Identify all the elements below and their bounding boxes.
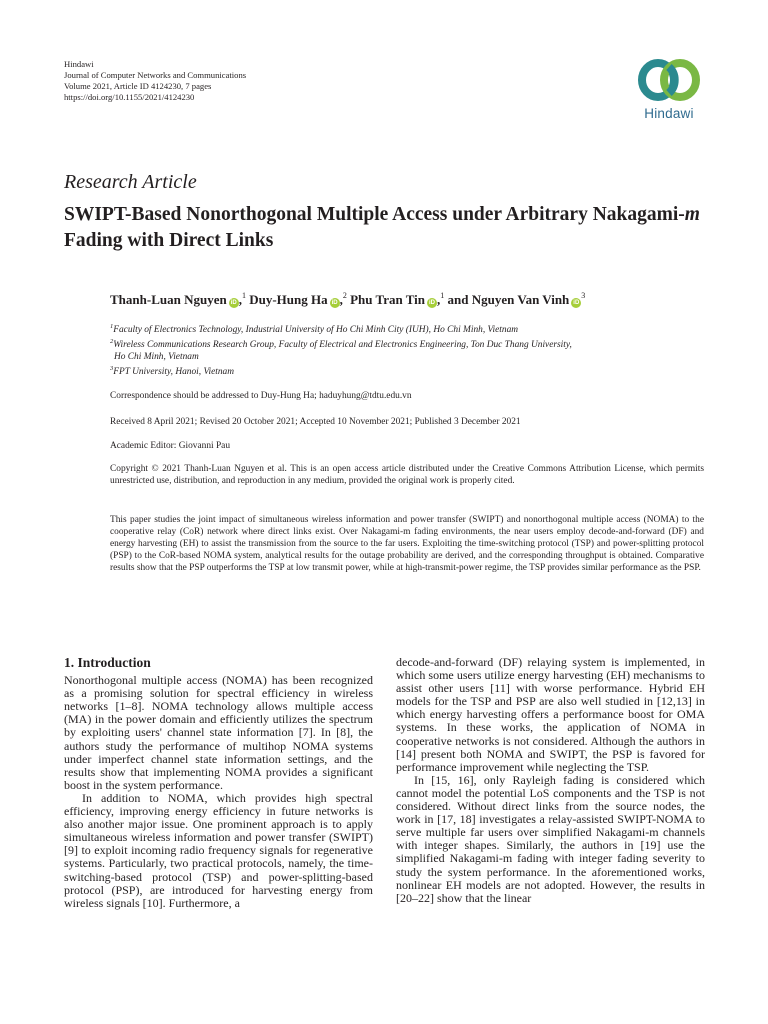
affiliation-text: Ho Chi Minh, Vietnam [114,352,199,363]
affiliations [110,321,710,378]
hindawi-logo-icon [628,56,710,106]
affiliation-text: Faculty of Electronics Technology, Industrial University of Ho Chi Minh City (IUH), Ho Chi Minh, Vietnam [113,325,519,336]
journal-name: Journal of Computer Networks and Communications [64,70,247,80]
orcid-icon[interactable]: iD [573,300,580,306]
academic-editor: Academic Editor: Giovanni Pau [110,441,231,451]
orcid-icon[interactable]: iD [230,300,237,306]
publisher-name: Hindawi [64,59,94,69]
author-name[interactable]: Duy-Hung Ha [249,292,328,307]
author-name[interactable]: Phu Tran Tin [350,292,426,307]
paragraph: In addition to NOMA, which provides high spectral efficiency, improving energy efficiency in future networks is also another major issue. One prominent approach is to apply simultaneous wireless information and power transfer (SWIPT) [9] to exploit incoming radio frequency signals for regenerative systems. Particularly, two practical protocols, namely, the time-switching-based protocol (TSP) and power-splitting-based protocol (PSP), are introduced for harvesting energy from wireless signals [10]. Furthermore, a [64,790,373,910]
section-heading: 1. Introduction [64,655,151,670]
affiliation-line [110,336,710,351]
orcid-icon[interactable]: iD [331,300,338,306]
body-column-right [396,656,705,905]
correspondence: Correspondence should be addressed to Duy-Hung Ha; haduyhung@tdtu.edu.vn [110,391,412,401]
abstract: This paper studies the joint impact of simultaneous wireless information and power transfer (SWIPT) and nonorthogonal multiple access (NOMA) to the cooperative relay (CoR) network where direct links exist. Over Nakagami-m fading environments, the near users employ decode-and-forward (DF) and energy harvesting (EH) to assist the transmission from the source to the far users. Exploiting the time-switching protocol (TSP) and power-splitting protocol (PSP) to the CoR-based NOMA system, analytical results for the outage probability are derived, and the corresponding throughput is obtained. Comparative results show that the PSP outperforms the TSP at low transmit power, while at high-transmit-power regime, the TSP provides similar performance as the PSP. [110,515,704,573]
paragraph: decode-and-forward (DF) relaying system is implemented, in which some users utilize energy harvesting (EH) mechanisms to assist other users [11] with worse performance. Hybrid EH models for the TSP and PSP are also well studied in [12,13] in which energy harvesting offers a performance boost for OMA systems. In these works, the application of NOMA in cooperative networks is not considered. Although the authors in [14] present both NOMA and SWIPT, the PSP is favored for performance improvement while neglecting the TSP. [396,655,705,774]
affiliation-line [110,321,710,336]
affiliation-marker: 3 [110,365,114,373]
doi-link[interactable]: https://doi.org/10.1155/2021/4124230 [64,92,195,102]
affiliation-marker: 1 [110,323,114,330]
author-name[interactable]: Thanh-Luan Nguyen [110,292,227,307]
author-affiliation-marker: 1 [241,291,246,300]
hindawi-logo [628,56,710,136]
hindawi-logo-text: Hindawi [644,106,694,121]
author-affiliation-marker: 3 [581,291,586,300]
author-conjunction: and [447,292,469,307]
affiliation-marker: 2 [110,338,114,346]
body-column-left [64,656,373,910]
author-affiliation-marker: 1 [440,291,445,300]
copyright-notice: Copyright © 2021 Thanh-Luan Nguyen et al. This is an open access article distributed under the Creative Commons Attribution License, which permits unrestricted use, distribution, and reproduction in any medium, provided the original work is properly cited. [110,464,704,486]
author-list: Thanh-Luan Nguyen iD ,$^1$ Duy-Hung Ha iD ,$^2$ Phu Tran Tin iD ,$^1$ and Nguyen Van Vinh $iD^3$ [110,291,586,307]
orcid-icon[interactable]: iD [429,300,436,306]
affiliation-text: Wireless Communications Research Group, Faculty of Electrical and Electronics Engineering, Ton Duc Thang University, [113,340,572,351]
affiliation-text: FPT University, Hanoi, Vietnam [113,367,234,378]
volume-info: Volume 2021, Article ID 4124230, 7 pages [64,81,212,91]
journal-metadata [64,59,246,103]
article-type: Research Article [64,171,197,193]
author-affiliation-marker: 2 [342,291,347,300]
paragraph: In [15, 16], only Rayleigh fading is considered which cannot model the potential LoS components and the TSP is not considered. Without direct links from the source nodes, the work in [17, 18] investigates a relay-assisted SWIPT-NOMA to serve multiple far users over simplified Nakagami-m channels with integer shapes. Similarly, the authors in [19] use the simplified Nakagami-m fading with integer fading severity to study the system performance. In the aforementioned works, nonlinear EH models are not adopted. However, the results in [20–22] show that the linear [396,772,705,905]
affiliation-line [110,351,710,363]
article-title [64,202,704,254]
affiliation-line [110,363,710,378]
paragraph: Nonorthogonal multiple access (NOMA) has been recognized as a promising solution for spectral efficiency in wireless networks [1–8]. NOMA technology allows multiple access (MA) in the power domain and efficiently utilizes the spectrum by exploiting users' channel state information [7]. In [8], the authors study the performance of multihop NOMA systems under imperfect channel state information settings, and the results show that implementing NOMA provides a significant boost in the system performance. [64,673,373,792]
publication-dates: Received 8 April 2021; Revised 20 October 2021; Accepted 10 November 2021; Published 3 December 2021 [110,417,521,427]
author-name[interactable]: Nguyen Van Vinh [471,292,570,307]
title-text: SWIPT-Based Nonorthogonal Multiple Access under Arbitrary Nakagami-m Fading with Direct Links [64,204,700,251]
